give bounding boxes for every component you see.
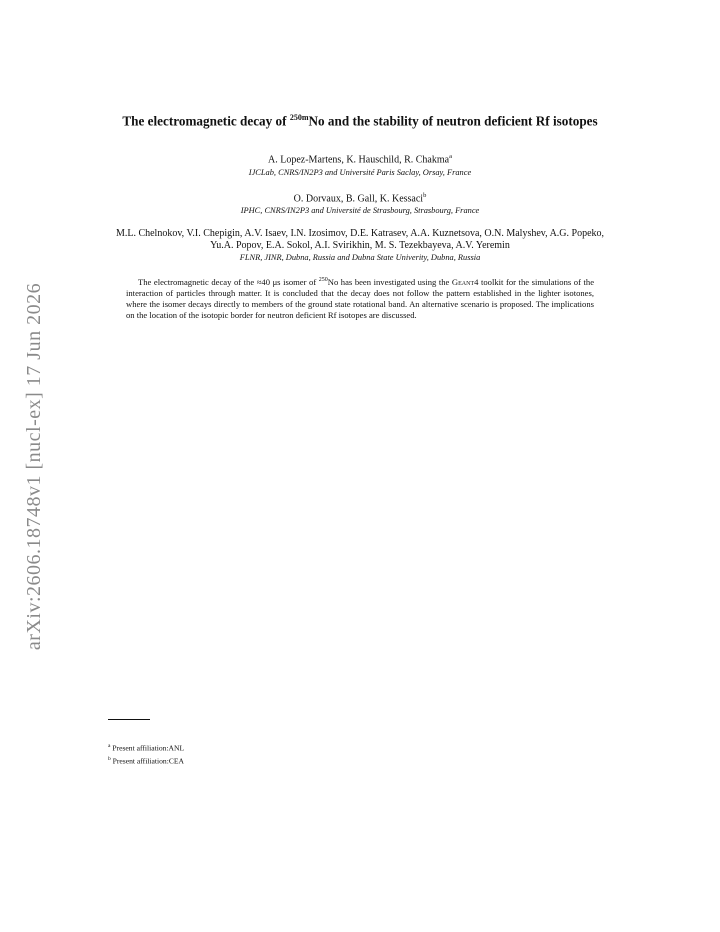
footnote-marker: a	[449, 153, 452, 161]
footnote	[108, 754, 184, 767]
author-list: M.L. Chelnokov, V.I. Chepigin, A.V. Isaev, I.N. Izosimov, D.E. Katrasev, A.A. Kuznetsova, O.N. Malyshev, A.G. Popeko, Yu.A. Popov, E.A. Sokol, A.I. Svirikhin, M. S. Tezekbayeva, A.V. Yeremin	[115, 228, 605, 252]
abstract-text: toolkit for the simulations of the interaction of particles through matter. It is concluded that the decay does not follow the pattern established in the lighter isotones, where the isomer decays directly to members of the ground state rotational band. An alternative scenario is proposed. The implications on the location of the isotopic border for neutron deficient Rf isotopes are discussed.	[126, 276, 595, 320]
isotope-superscript: 250	[318, 277, 328, 284]
footnote-marker: a	[108, 743, 111, 749]
footnote-divider	[108, 719, 150, 720]
code-name: Geant4	[451, 276, 479, 287]
author-names: O. Dorvaux, B. Gall, K. Kessaci	[293, 193, 424, 205]
title-prefix: The electromagnetic decay of	[122, 113, 290, 129]
paper-front-matter	[108, 110, 612, 321]
title-isotope-superscript: 250m	[289, 113, 309, 122]
footnote-text: Present affiliation:CEA	[112, 756, 185, 766]
author-names: A. Lopez-Martens, K. Hauschild, R. Chakma	[268, 154, 450, 166]
affiliation: IJCLab, CNRS/IN2P3 and Université Paris Saclay, Orsay, France	[248, 167, 472, 177]
affiliation: FLNR, JINR, Dubna, Russia and Dubna State Univerity, Dubna, Russia	[239, 253, 481, 263]
abstract-text: The electromagnetic decay of the ≈40 μs isomer of	[138, 276, 319, 287]
author-group-flnr	[108, 228, 612, 263]
author-group-iphc	[108, 190, 612, 216]
footnotes	[108, 741, 184, 766]
arxiv-identifier-stamp	[22, 256, 48, 676]
footnote-text: Present affiliation:ANL	[112, 743, 185, 753]
paper-title	[108, 110, 612, 129]
footnote-marker: b	[108, 755, 111, 762]
footnote-marker: b	[423, 191, 427, 199]
footnote	[108, 741, 184, 754]
title-suffix: No and the stability of neutron deficient Rf isotopes	[308, 113, 598, 129]
abstract	[126, 275, 594, 321]
author-list	[108, 151, 612, 166]
arxiv-identifier-text: arXiv:2606.18748v1 [nucl-ex] 17 Jun 2026	[23, 282, 46, 650]
author-list	[108, 190, 612, 205]
abstract-text: No has been investigated using the	[327, 276, 452, 287]
affiliation: IPHC, CNRS/IN2P3 and Université de Strasbourg, Strasbourg, France	[240, 206, 480, 216]
author-group-ijclab	[108, 151, 612, 177]
